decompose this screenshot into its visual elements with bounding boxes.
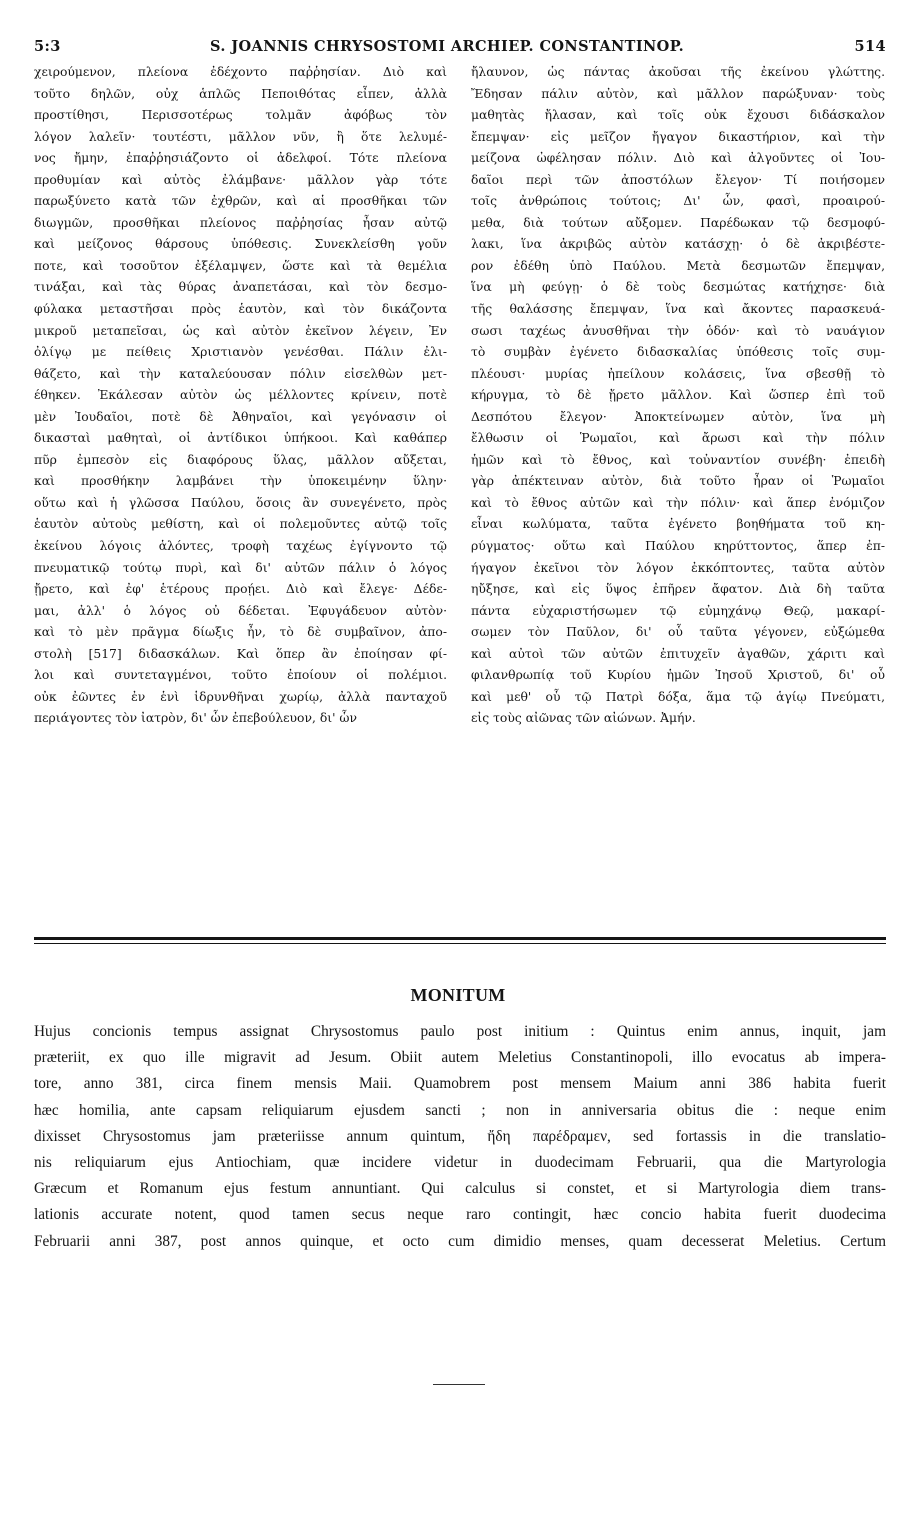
monitum-paragraph	[34, 1019, 886, 1255]
text-line: τοῖς ἀνθρώποις τούτοις; Δι' ὧν, φασὶ, προαιρού-	[471, 194, 885, 209]
text-line: σωσι ταχέως ἀνυσθῆναι τὴν ὁδόν· καὶ τὸ ναυάγιον	[471, 323, 885, 338]
text-line: ἵνα μὴ φεύγῃ· ὁ δὲ τοὺς δεσμώτας κατήχησε· διὰ	[471, 280, 885, 295]
text-line: εἰς τοὺς αἰῶνας τῶν αἰώνων. Ἀμήν.	[471, 711, 696, 726]
text-line: λοι καὶ συντεταγμένοι, τοῦτο ἐποίουν οἱ πολέμιοι.	[34, 668, 447, 683]
monitum-line: præteriit, ex quo ille migravit ad Jesum. Obiit autem Meletius Constantinopoli, illo evocatus ab impera-	[34, 1049, 886, 1067]
monitum-line: Februarii anni 387, post annos quinque, et octo cum dimidio menses, quam decesserat Meletius. Certum	[34, 1232, 886, 1250]
text-line: φύλακα μεταστῆσαι πρὸς ἑαυτὸν, καὶ τὸν δικάζοντα	[34, 302, 447, 317]
text-line: ρύγματος· οὕτω καὶ Παύλου κηρύττοντος, ἅπερ ἐπ-	[471, 539, 885, 554]
end-ornament-rule	[433, 1384, 485, 1385]
text-line: μαθητὰς ἤλασαν, καὶ τοῖς οὐκ ἔχουσι διδάσκαλον	[471, 108, 885, 123]
text-line: οὕτω καὶ ἡ γλῶσσα Παύλου, ὅσοις ἂν συνεγένετο, πρὸς	[34, 495, 447, 510]
text-line: καὶ αὐτοὶ τῶν αὐτῶν ἐπιτυχεῖν ἀγαθῶν, χάριτι καὶ	[471, 646, 885, 661]
text-line: ἔλθωσιν οἱ Ῥωμαῖοι, καὶ ἄρωσι καὶ τὴν πόλιν	[471, 431, 885, 446]
text-line: προστίθησι, Περισσοτέρως τολμᾶν ἀφόβως τὸν	[34, 108, 447, 123]
monitum-line: dixisset Chrysostomus jam præteriisse annum quintum, ἤδη παρέδραμεν, sed fortassis in die translatio-	[34, 1127, 886, 1145]
text-line: φιλανθρωπίᾳ τοῦ Κυρίου ἡμῶν Ἰησοῦ Χριστοῦ, δι' οὗ	[471, 668, 885, 683]
text-line: προθυμίαν καὶ αὐτὸς ἐλάμβανε· μᾶλλον γὰρ τότε	[34, 172, 447, 187]
running-title: S. JOANNIS CHRYSOSTOMI ARCHIEP. CONSTANTINOP.	[210, 38, 685, 55]
monitum-line: lationis accurate notent, quod tamen secus neque raro contingit, hæc concio habita fuerit duodecima	[34, 1206, 886, 1224]
text-line: καὶ τὸ ἔθνος αὐτῶν καὶ τὴν πόλιν· καὶ ἅπερ ἐνόμιζον	[471, 495, 885, 510]
text-line: Ἔδησαν πάλιν αὐτὸν, καὶ μᾶλλον παρώξυναν· τοὺς	[471, 86, 885, 101]
text-line: ηὔξησε, καὶ εἰς ὕψος ἐπῆρεν ἄφατον. Διὰ δὴ ταῦτα	[471, 582, 885, 597]
text-line: λακι, ἵνα ἀκριβῶς αὐτὸν κατάσχῃ· ὁ δὲ ἀκριβέστε-	[471, 237, 885, 252]
text-line: ήγαγον ἐκεῖνοι τὸν λόγον ἐκκόπτοντες, ταῦτα αὐτὸν	[471, 560, 885, 575]
text-line: μαι, ἀλλ' ὁ λόγος οὐ δέδεται. Ἐφυγάδευον αὐτὸν·	[34, 603, 447, 618]
page-number-left: 5:3	[34, 38, 61, 55]
section-divider-thin	[34, 943, 886, 944]
text-line: ἤλαυνον, ὡς πάντας ἀκοῦσαι τῆς ἐκείνου γλώττης.	[471, 65, 885, 79]
text-line: ποτε, καὶ τοσοῦτον ἐξέλαμψεν, ὥστε καὶ τὰ θεμέλια	[34, 258, 447, 273]
text-line: καὶ μεθ' οὗ τῷ Πατρὶ δόξα, ἅμα τῷ ἁγίῳ Πνεύματι,	[471, 689, 885, 704]
text-line: πλέουσι· μυρίας ἠπείλουν κολάσεις, ἵνα σβεσθῇ τὸ	[471, 366, 885, 381]
text-line: μικροῦ μεταπεῖσαι, ὡς καὶ αὐτὸν ἐκεῖνον λέγειν, Ἐν	[34, 323, 447, 338]
text-line: χειρούμενον, πλείονα ἐδέχοντο παῤῥησίαν. Διὸ καὶ	[34, 65, 447, 79]
greek-text-right-column	[471, 62, 885, 730]
text-line: γὰρ ἀπέκτειναν αὐτὸν, διὰ τοῦτο ἦραν οἱ Ῥωμαῖοι	[471, 474, 885, 489]
text-line: Δεσπότου ἔλεγον· Ἀποκτείνωμεν αὐτὸν, ἵνα μὴ	[471, 409, 885, 424]
text-line: ρον ἐδέθη ὑπὸ Παύλου. Μετὰ δεσμωτῶν ἔπεμψαν,	[471, 258, 885, 273]
monitum-line: tore, anno 381, circa finem mensis Maii. Quamobrem post mensem Maium anni 386 habita fuerit	[34, 1075, 886, 1093]
text-line: πάντα εὐχαριστήσωμεν τῷ εὐμηχάνῳ Θεῷ, μακαρί-	[471, 603, 885, 618]
text-line: διωγμῶν, προσθῆκαι πλείονος παῤῥησίας ἦσαν αὐτῷ	[34, 215, 447, 230]
text-line: ὀλίγῳ με πείθεις Χριστιανὸν γενέσθαι. Πάλιν ἐλι-	[34, 345, 447, 360]
text-line: κήρυγμα, τὸ δὲ ᾔρετο μᾶλλον. Καὶ ὥσπερ ἐπὶ τοῦ	[471, 388, 885, 403]
text-line: στολὴ [517] διδασκάλων. Καὶ ὅπερ ἂν ἐποίησαν φί-	[34, 646, 447, 661]
text-line: έθηκεν. Ἐκάλεσαν αὐτὸν ὡς μέλλοντες κρίνειν, ποτὲ	[34, 388, 447, 403]
page-number-right: 514	[854, 38, 886, 55]
running-head	[34, 38, 886, 62]
text-line: καὶ τὸ μὲν πρᾶγμα δίωξις ἦν, τὸ δὲ συμβαῖνον, ἀπο-	[34, 625, 447, 640]
text-line: τὸ συμβὰν ἐγένετο διδασκαλίας ὑπόθεσις τοῖς συμ-	[471, 345, 885, 360]
text-line: περιάγοντες τὸν ἰατρὸν, δι' ὧν ἐπεβούλευον, δι' ὧν	[34, 711, 357, 726]
text-line: καὶ μείζονος θάρσους ὑπόθεσις. Συνεκλείσθη γοῦν	[34, 237, 447, 252]
text-line: λόγον λαλεῖν· τουτέστι, μᾶλλον νῦν, ἢ ὅτε λελυμέ-	[34, 129, 447, 144]
text-line: εἶναι κωλύματα, ταῦτα ἐγένετο βοηθήματα τοῦ κη-	[471, 517, 885, 532]
monitum-line: nis reliquiarum ejus Antiochiam, quæ incidere videtur in duodecimam Februarii, qua die Martyrologia	[34, 1154, 886, 1172]
monitum-heading: MONITUM	[410, 985, 506, 1005]
text-line: σωμεν τὸν Παῦλον, δι' οὗ ταῦτα γέγονεν, εὐξώμεθα	[471, 625, 885, 640]
monitum-line: hæc homilia, ante capsam reliquiarum ejusdem sancti ; non in anniversaria obitus die : neque enim	[34, 1101, 886, 1119]
greek-text-left-column	[34, 62, 447, 730]
text-line: δαῖοι περὶ τῶν ἀποστόλων ἔλεγον· Τί ποιήσομεν	[471, 172, 885, 187]
text-line: ἡμῶν καὶ τὸ ἔθνος, καὶ τοὐναντίον συνέβη· ἐπειδὴ	[471, 452, 885, 467]
text-line: μεθα, διὰ τούτων αὔξομεν. Παρέδωκαν τῷ δεσμοφύ-	[471, 215, 885, 230]
monitum-line: Græcum et Romanum ejus festum annuntiant. Qui calculus si constet, et si Martyrologia diem trans-	[34, 1180, 886, 1198]
text-line: ἐκείνου λόγοις ἁλόντες, τροφὴ ταχέως ἐγίγνοντο τῷ	[34, 539, 447, 554]
text-line: ἔπεμψαν· εἰς μεῖζον ἤγαγον δικαστήριον, καὶ τὴν	[471, 129, 885, 144]
text-line: οὐκ ἐῶντες ἐν ἑνὶ ἱδρυνθῆναι χωρίῳ, ἀλλὰ πανταχοῦ	[34, 689, 447, 704]
section-divider-thick	[34, 937, 886, 940]
text-line: νος ἤμην, ἐπαῤῥησιάζοντο οἱ ἀδελφοί. Τότε πλείονα	[34, 151, 447, 166]
text-line: ἑαυτὸν αὐτοὺς μεθίστη, καὶ οἱ πολεμοῦντες αὐτῷ τοῖς	[34, 517, 447, 532]
text-line: τῆς θαλάσσης ἔπεμψαν, ἵνα καὶ ἄκοντες παρασκευά-	[471, 302, 885, 317]
text-line: μὲν Ἰουδαῖοι, ποτὲ δὲ Ἀθηναῖοι, καὶ γεγόνασιν οἱ	[34, 409, 447, 424]
text-line: δικασταὶ μαθηταὶ, οἱ ἀντίδικοι ὑπήκοοι. Καὶ καθάπερ	[34, 431, 447, 446]
text-line: θάζετο, καὶ τὴν καταλεύουσαν πόλιν εἰσελθὼν μετ-	[34, 366, 447, 381]
text-line: πῦρ ἐμπεσὸν εἰς διαφόρους ὕλας, μᾶλλον αὔξεται,	[34, 452, 447, 467]
text-line: μείζονα ὠφέλησαν πόλιν. Διὸ καὶ ἀλγοῦντες οἱ Ἰου-	[471, 151, 885, 166]
text-line: παρωξύνετο κατὰ τῶν ἐχθρῶν, καὶ αἱ προσθῆκαι τῶν	[34, 194, 447, 209]
monitum-line: Hujus concionis tempus assignat Chrysostomus paulo post initium : Quintus enim annus, inquit, jam	[34, 1023, 886, 1040]
text-line: πνευματικῷ τούτῳ πυρὶ, καὶ δι' αὐτῶν πάλιν ὁ λόγος	[34, 560, 447, 575]
text-line: καὶ προσθήκην λαμβάνει τὴν ὑποκειμένην ὕλην·	[34, 474, 447, 489]
text-line: ᾔρετο, καὶ ἐφ' ἑτέρους προῄει. Διὸ καὶ ἔλεγε· Δέδε-	[34, 582, 447, 597]
text-line: τοῦτο δηλῶν, οὐχ ἁπλῶς Πεποιθότας εἶπεν, ἀλλὰ	[34, 86, 447, 101]
text-line: τινάξαι, καὶ τὰς θύρας ἀναπετάσαι, καὶ τὸν δεσμο-	[34, 280, 447, 295]
